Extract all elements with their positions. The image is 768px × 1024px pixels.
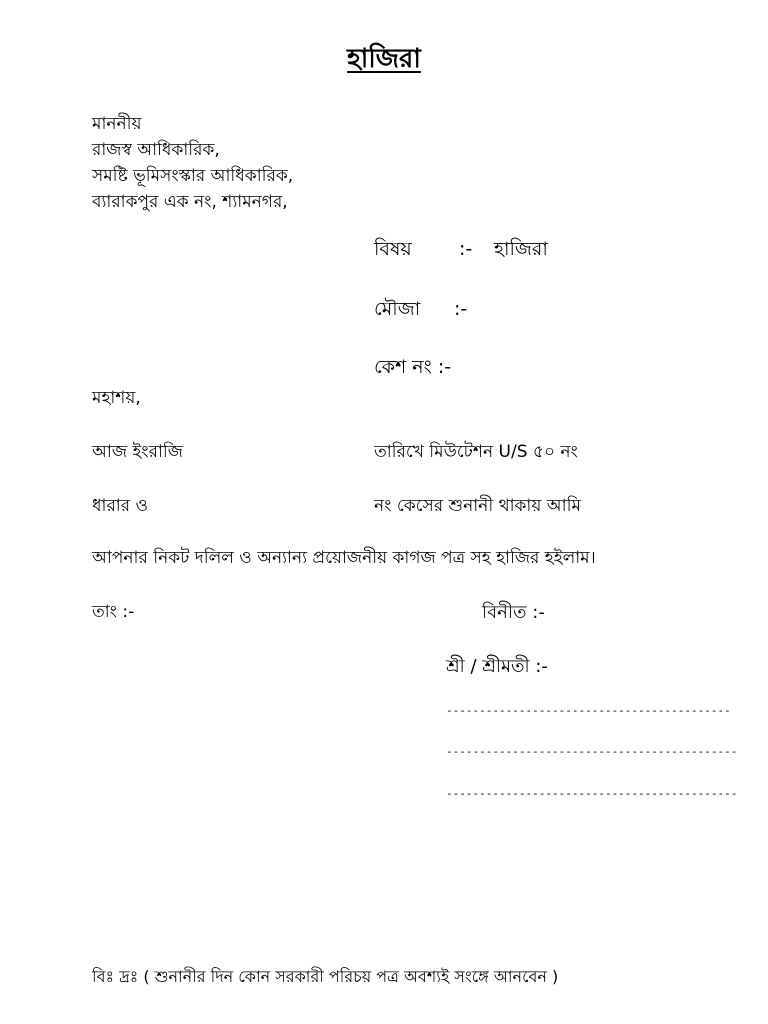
subject-value: হাজিরা	[494, 238, 548, 260]
signature-line-1: -------------------------------------------	[446, 704, 731, 717]
mouja-label: মৌজা	[374, 298, 421, 320]
signature-line-3: --------------------------------------------	[446, 787, 738, 800]
mouja-separator: :-	[454, 298, 468, 320]
addressee-line-3: সমষ্টি ভূমিসংস্কার আধিকারিক,	[92, 166, 294, 186]
body-line-3: আপনার নিকট দলিল ও অন্যান্য প্রয়োজনীয় কাগজ পত্র সহ হাজির হইলাম।	[92, 548, 596, 568]
case-number-label: কেশ নং :-	[374, 356, 452, 378]
body-line-1-right: তারিখে মিউটেশন U/S ৫০ নং	[374, 442, 578, 462]
addressee-line-1: মাননীয়	[92, 114, 142, 134]
salutation: মহাশয়,	[92, 388, 141, 408]
body-line-2-left: ধারার ও	[92, 496, 149, 516]
body-line-2-right: নং কেসের শুনানী থাকায় আমি	[374, 496, 581, 516]
date-label: তাং :-	[92, 602, 135, 622]
footnote: বিঃ দ্রঃ ( শুনানীর দিন কোন সরকারী পরিচয় পত্র অবশ্যই সংঙ্গে আনবেন )	[92, 967, 559, 986]
subject-label: বিষয়	[374, 238, 412, 260]
page-title: হাজিরা	[347, 44, 421, 74]
binito-label: বিনীত :-	[482, 602, 545, 623]
applicant-name-label: শ্রী / শ্রীমতী :-	[446, 656, 548, 677]
signature-line-2: --------------------------------------------	[446, 745, 738, 758]
addressee-line-4: ব্যারাকপুর এক নং, শ্যামনগর,	[92, 192, 288, 212]
addressee-line-2: রাজস্ব আধিকারিক,	[92, 140, 220, 160]
body-line-1-left: আজ ইংরাজি	[92, 442, 183, 462]
subject-separator: :-	[459, 238, 473, 260]
